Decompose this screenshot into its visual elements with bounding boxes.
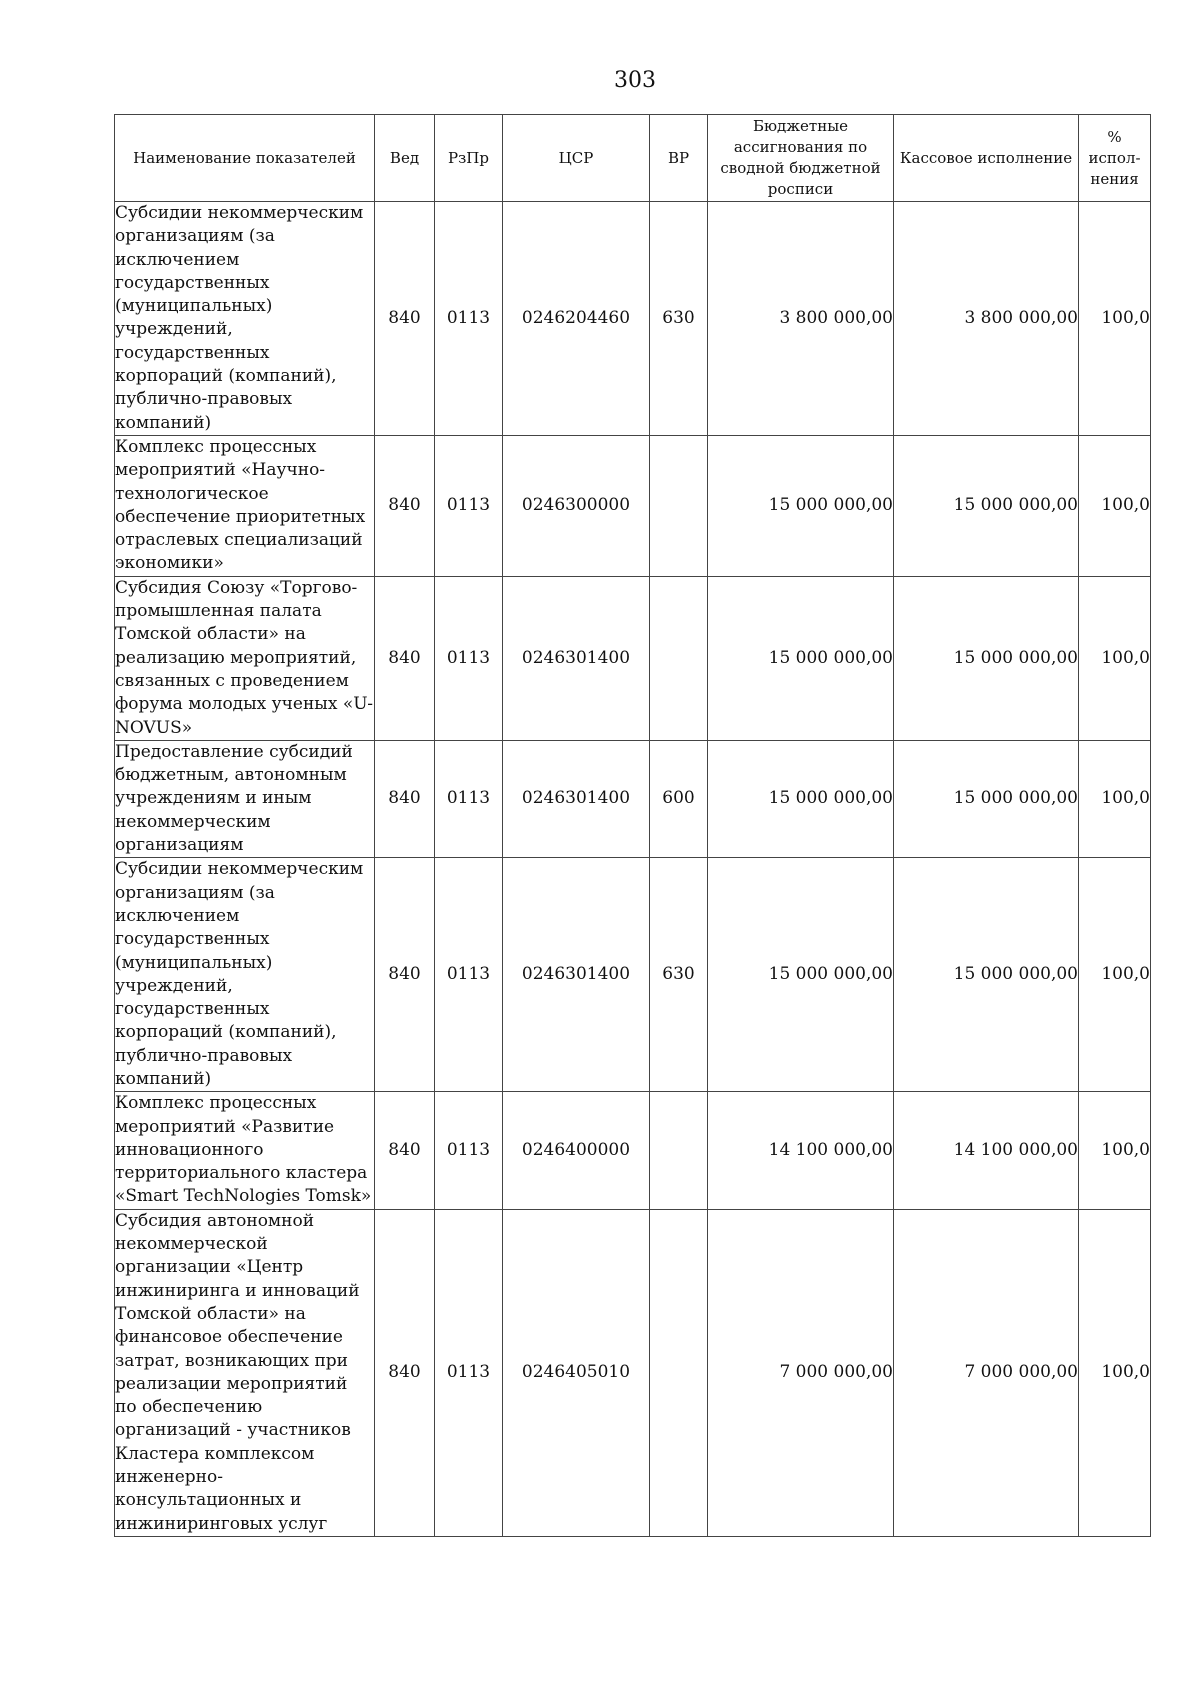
header-assign: Бюджетные ассигнования по сводной бюджетной росписи xyxy=(708,115,894,202)
cell-assign: 15 000 000,00 xyxy=(708,576,894,740)
header-csr: ЦСР xyxy=(503,115,650,202)
cell-ved: 840 xyxy=(375,576,435,740)
cell-name: Субсидия Союзу «Торгово-промышленная палата Томской области» на реализацию мероприятий, связанных с проведением форума молодых ученых «U-NOVUS» xyxy=(115,576,375,740)
cell-exec: 15 000 000,00 xyxy=(894,576,1079,740)
cell-vr: 600 xyxy=(650,740,708,857)
cell-ved: 840 xyxy=(375,202,435,436)
header-ved: Вед xyxy=(375,115,435,202)
header-rzpr: РзПр xyxy=(435,115,503,202)
table-row xyxy=(115,858,1151,1092)
cell-csr: 0246405010 xyxy=(503,1209,650,1536)
table-row xyxy=(115,740,1151,857)
table-row xyxy=(115,435,1151,576)
table-header-row xyxy=(115,115,1151,202)
cell-assign: 3 800 000,00 xyxy=(708,202,894,436)
cell-exec: 7 000 000,00 xyxy=(894,1209,1079,1536)
cell-exec: 14 100 000,00 xyxy=(894,1092,1079,1209)
cell-csr: 0246300000 xyxy=(503,435,650,576)
page-number: 303 xyxy=(614,68,656,93)
table-row xyxy=(115,202,1151,436)
budget-execution-table xyxy=(114,114,1151,1537)
cell-assign: 15 000 000,00 xyxy=(708,435,894,576)
cell-assign: 14 100 000,00 xyxy=(708,1092,894,1209)
cell-csr: 0246400000 xyxy=(503,1092,650,1209)
cell-rzpr: 0113 xyxy=(435,435,503,576)
cell-csr: 0246301400 xyxy=(503,858,650,1092)
cell-rzpr: 0113 xyxy=(435,202,503,436)
cell-vr xyxy=(650,1209,708,1536)
header-exec: Кассовое исполнение xyxy=(894,115,1079,202)
header-name: Наименование показателей xyxy=(115,115,375,202)
cell-assign: 15 000 000,00 xyxy=(708,740,894,857)
cell-pct: 100,0 xyxy=(1079,740,1151,857)
cell-exec: 15 000 000,00 xyxy=(894,435,1079,576)
table-row xyxy=(115,576,1151,740)
cell-rzpr: 0113 xyxy=(435,576,503,740)
table-row xyxy=(115,1092,1151,1209)
cell-csr: 0246204460 xyxy=(503,202,650,436)
cell-csr: 0246301400 xyxy=(503,576,650,740)
cell-rzpr: 0113 xyxy=(435,858,503,1092)
table-row xyxy=(115,1209,1151,1536)
cell-exec: 15 000 000,00 xyxy=(894,740,1079,857)
header-vr: ВР xyxy=(650,115,708,202)
cell-vr xyxy=(650,435,708,576)
cell-name: Комплекс процессных мероприятий «Развитие инновационного территориального кластера «Smart TechNologies Tomsk» xyxy=(115,1092,375,1209)
cell-rzpr: 0113 xyxy=(435,1092,503,1209)
cell-vr xyxy=(650,576,708,740)
cell-name: Субсидии некоммерческим организациям (за исключением государственных (муниципальных) учреждений, государственных корпораций (компаний), публично-правовых компаний) xyxy=(115,858,375,1092)
cell-assign: 15 000 000,00 xyxy=(708,858,894,1092)
cell-pct: 100,0 xyxy=(1079,576,1151,740)
cell-ved: 840 xyxy=(375,858,435,1092)
cell-vr xyxy=(650,1092,708,1209)
cell-ved: 840 xyxy=(375,1092,435,1209)
cell-pct: 100,0 xyxy=(1079,435,1151,576)
header-pct: % испол-нения xyxy=(1079,115,1151,202)
cell-rzpr: 0113 xyxy=(435,740,503,857)
cell-pct: 100,0 xyxy=(1079,1092,1151,1209)
cell-ved: 840 xyxy=(375,435,435,576)
cell-csr: 0246301400 xyxy=(503,740,650,857)
cell-assign: 7 000 000,00 xyxy=(708,1209,894,1536)
cell-vr: 630 xyxy=(650,202,708,436)
cell-pct: 100,0 xyxy=(1079,1209,1151,1536)
cell-exec: 3 800 000,00 xyxy=(894,202,1079,436)
cell-name: Комплекс процессных мероприятий «Научно-технологическое обеспечение приоритетных отраслевых специализаций экономики» xyxy=(115,435,375,576)
cell-exec: 15 000 000,00 xyxy=(894,858,1079,1092)
cell-name: Субсидия автономной некоммерческой организации «Центр инжиниринга и инноваций Томской области» на финансовое обеспечение затрат, возникающих при реализации мероприятий по обеспечению организаций - участников Кластера комплексом инженерно-консультационных и инжиниринговых услуг xyxy=(115,1209,375,1536)
cell-ved: 840 xyxy=(375,1209,435,1536)
cell-pct: 100,0 xyxy=(1079,202,1151,436)
cell-pct: 100,0 xyxy=(1079,858,1151,1092)
cell-vr: 630 xyxy=(650,858,708,1092)
cell-ved: 840 xyxy=(375,740,435,857)
cell-name: Предоставление субсидий бюджетным, автономным учреждениям и иным некоммерческим организациям xyxy=(115,740,375,857)
cell-rzpr: 0113 xyxy=(435,1209,503,1536)
cell-name: Субсидии некоммерческим организациям (за исключением государственных (муниципальных) учреждений, государственных корпораций (компаний), публично-правовых компаний) xyxy=(115,202,375,436)
